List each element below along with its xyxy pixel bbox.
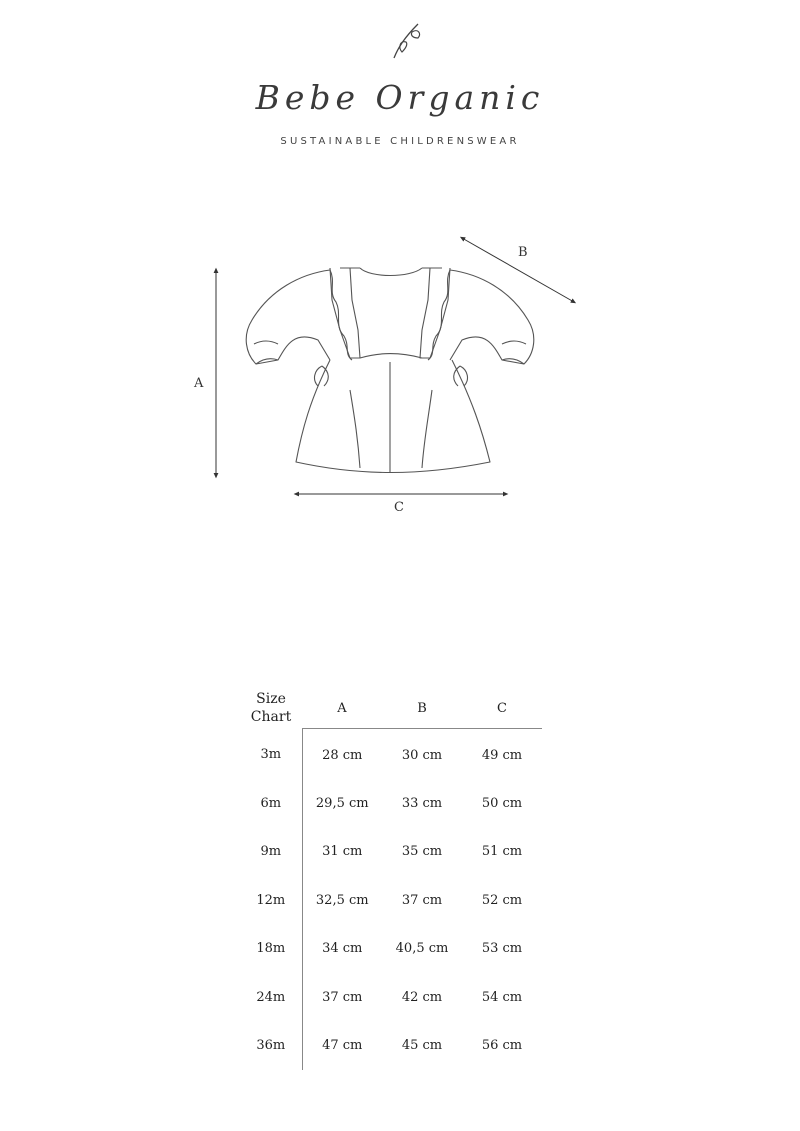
- size-cell: 24m: [240, 973, 302, 1021]
- dimension-label-c: C: [394, 500, 404, 515]
- cell-a: 34 cm: [322, 941, 363, 957]
- cell-a: 28 cm: [322, 747, 363, 763]
- cell-a: 31 cm: [322, 844, 363, 860]
- cell-c: 54 cm: [481, 989, 523, 1005]
- size-cell: 3m: [240, 729, 302, 780]
- cell-c: 51 cm: [481, 844, 523, 860]
- table-row: [240, 925, 542, 973]
- cell-a: 37 cm: [322, 989, 363, 1005]
- cell-b: 30 cm: [401, 747, 443, 763]
- cell-c: 56 cm: [481, 1038, 523, 1054]
- cell-c: 52 cm: [481, 892, 523, 908]
- cell-c: 49 cm: [481, 747, 523, 763]
- size-cell: 18m: [240, 925, 302, 973]
- size-chart-corner-header: [240, 688, 302, 729]
- size-cell: 12m: [240, 876, 302, 924]
- dress-technical-drawing: [190, 230, 590, 520]
- size-cell: 6m: [240, 779, 302, 827]
- cell-a: 47 cm: [322, 1038, 363, 1054]
- brand-name: Bebe Organic: [255, 78, 545, 117]
- table-row: [240, 973, 542, 1021]
- brand-tagline: SUSTAINABLE CHILDRENSWEAR: [280, 136, 520, 147]
- table-row: [240, 828, 542, 876]
- cell-b: 37 cm: [401, 892, 443, 908]
- cell-a: 32,5 cm: [315, 892, 369, 908]
- table-row: [240, 1021, 542, 1069]
- corner-line-1: Size: [256, 691, 286, 708]
- table-row: [240, 876, 542, 924]
- size-chart-table: [240, 688, 542, 1070]
- cell-c: 50 cm: [481, 796, 523, 812]
- corner-line-2: Chart: [250, 709, 292, 726]
- column-header-c: C: [462, 688, 542, 729]
- column-header-b: B: [382, 688, 462, 729]
- column-header-a: A: [302, 688, 382, 729]
- size-cell: 36m: [240, 1021, 302, 1069]
- leaf-logo-icon: [388, 18, 428, 64]
- cell-b: 40,5 cm: [395, 941, 449, 957]
- cell-c: 53 cm: [481, 941, 523, 957]
- size-chart-header-row: [240, 688, 542, 729]
- cell-b: 35 cm: [401, 844, 443, 860]
- table-row: [240, 779, 542, 827]
- cell-a: 29,5 cm: [315, 796, 369, 812]
- cell-b: 42 cm: [401, 989, 443, 1005]
- cell-b: 45 cm: [401, 1038, 443, 1054]
- size-cell: 9m: [240, 828, 302, 876]
- dimension-label-a: A: [194, 376, 204, 391]
- cell-b: 33 cm: [401, 796, 443, 812]
- dimension-label-b: B: [518, 245, 528, 260]
- table-row: [240, 729, 542, 780]
